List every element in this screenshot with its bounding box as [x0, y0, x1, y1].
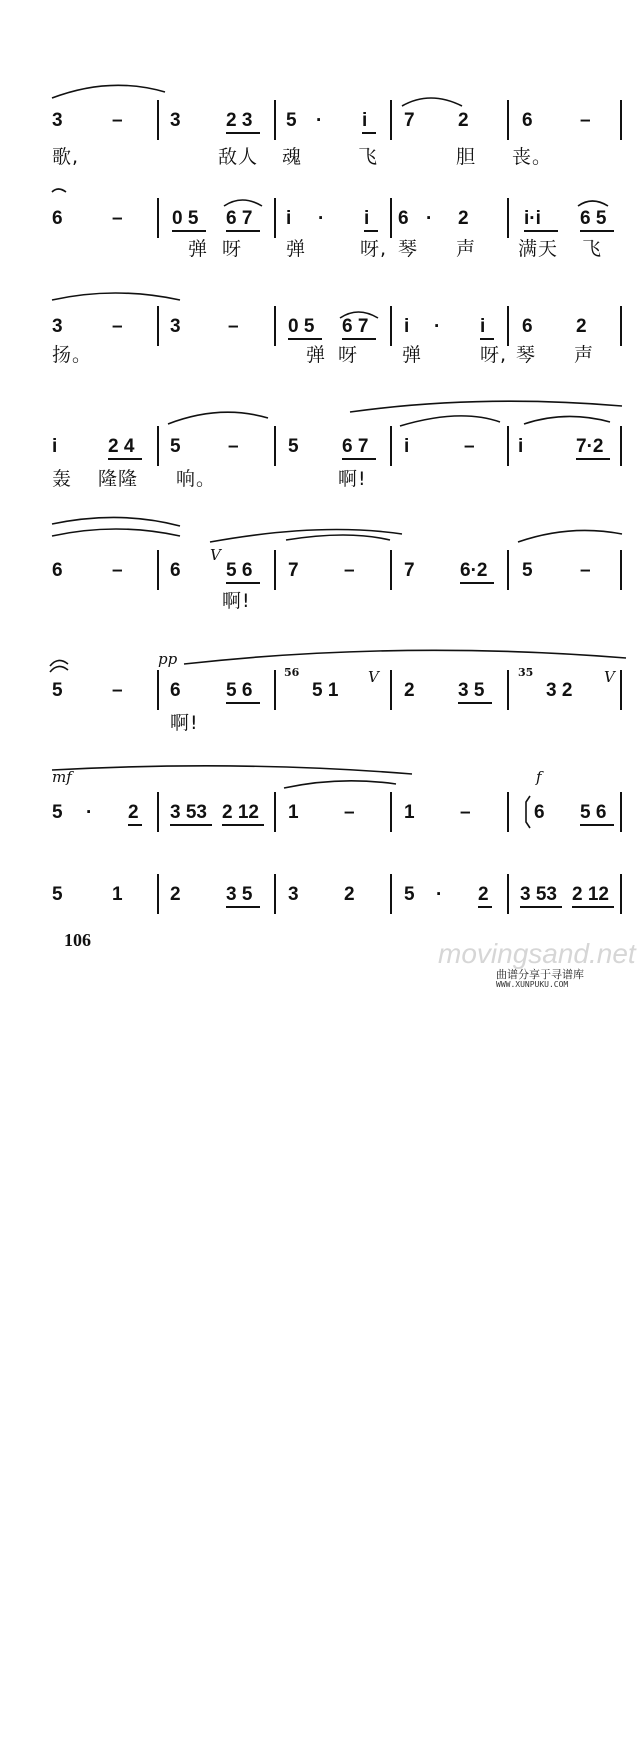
- dot: ·: [434, 316, 441, 337]
- dynamic-pp: pp: [158, 650, 178, 668]
- dash: –: [580, 110, 591, 131]
- dot: ·: [316, 110, 323, 131]
- barline: [390, 670, 392, 710]
- lyric: 敌人: [218, 146, 259, 168]
- grace-notes: 56: [284, 666, 300, 679]
- note: 5: [286, 110, 297, 131]
- lyric: 声: [456, 238, 477, 260]
- lyric: 弹: [286, 238, 307, 260]
- dot: ·: [436, 884, 443, 905]
- note-pair: 6 7: [342, 436, 369, 457]
- underline: [524, 230, 558, 232]
- barline: [507, 792, 509, 832]
- note: 6: [522, 316, 533, 337]
- lyric: 弹: [188, 238, 209, 260]
- underline: [364, 230, 378, 232]
- lyric: 声: [574, 344, 595, 366]
- dynamic-mf: mf: [52, 768, 72, 786]
- note-pair: 3 5: [458, 680, 485, 701]
- barline: [390, 306, 392, 346]
- underline: [222, 824, 264, 826]
- underline: [478, 906, 492, 908]
- note: 3: [170, 110, 181, 131]
- note: 5: [52, 680, 63, 701]
- barline: [157, 670, 159, 710]
- underline: [108, 458, 142, 460]
- note: 2: [478, 884, 489, 905]
- barline: [274, 874, 276, 914]
- note: 1: [112, 884, 123, 905]
- barline: [274, 198, 276, 238]
- note-pair: 5 6: [226, 680, 253, 701]
- underline: [170, 824, 212, 826]
- dash: –: [112, 208, 123, 229]
- lyric: 飞: [582, 238, 603, 260]
- dash: –: [112, 680, 123, 701]
- note-pair: 6 7: [226, 208, 253, 229]
- lyric: 轰: [52, 468, 73, 490]
- note-pair: 0 5: [288, 316, 315, 337]
- dash: –: [580, 560, 591, 581]
- barline: [390, 100, 392, 140]
- underline: [226, 230, 260, 232]
- barline: [507, 198, 509, 238]
- breath-mark: V: [210, 546, 221, 564]
- barline: [157, 550, 159, 590]
- note: 6: [522, 110, 533, 131]
- barline: [507, 670, 509, 710]
- page-number: 106: [64, 930, 91, 950]
- lyric: 隆隆: [98, 468, 139, 490]
- barline: [274, 100, 276, 140]
- note: 1: [404, 802, 415, 823]
- note: 2: [458, 208, 469, 229]
- underline: [226, 702, 260, 704]
- note-pair: 6 5: [580, 208, 607, 229]
- music-system-1: [0, 70, 640, 170]
- note: 6: [398, 208, 409, 229]
- note-group: 2 12: [572, 884, 609, 905]
- watermark-script: movingsand.net: [438, 938, 636, 969]
- lyric: 满天: [518, 238, 559, 260]
- note-pair: 5 6: [226, 560, 253, 581]
- barline: [620, 874, 622, 914]
- barline: [507, 100, 509, 140]
- note: 2: [344, 884, 355, 905]
- note: i: [52, 436, 58, 457]
- note-pair: 3 5: [226, 884, 253, 905]
- dash: –: [112, 560, 123, 581]
- note: 2: [404, 680, 415, 701]
- underline: [342, 338, 376, 340]
- dash: –: [344, 560, 355, 581]
- underline: [580, 230, 614, 232]
- note: i: [480, 316, 486, 337]
- note-pair: 0 5: [172, 208, 199, 229]
- note: 5: [170, 436, 181, 457]
- note-pair: 5 6: [580, 802, 607, 823]
- note: 3: [288, 884, 299, 905]
- underline: [362, 132, 376, 134]
- note: 2: [458, 110, 469, 131]
- barline: [390, 874, 392, 914]
- note: i: [518, 436, 524, 457]
- barline: [620, 306, 622, 346]
- note: 6: [52, 560, 63, 581]
- watermark-url: WWW.XUNPUKU.COM: [496, 980, 569, 989]
- dynamic-f: f: [536, 768, 542, 786]
- dash: –: [464, 436, 475, 457]
- dash: –: [112, 110, 123, 131]
- underline: [226, 906, 260, 908]
- dot: ·: [318, 208, 325, 229]
- note: i: [364, 208, 370, 229]
- barline: [157, 874, 159, 914]
- barline: [620, 550, 622, 590]
- dash: –: [460, 802, 471, 823]
- lyric: 飞: [358, 146, 379, 168]
- underline: [576, 458, 610, 460]
- note: 5: [522, 560, 533, 581]
- barline: [620, 792, 622, 832]
- barline: [390, 426, 392, 466]
- breath-mark: V: [604, 668, 615, 686]
- note: 5: [52, 802, 63, 823]
- note: 2: [128, 802, 139, 823]
- note-group: 3 53: [170, 802, 207, 823]
- note: i: [404, 316, 410, 337]
- dash: –: [228, 436, 239, 457]
- dot: ·: [426, 208, 433, 229]
- underline: [572, 906, 614, 908]
- note-group: 2 12: [222, 802, 259, 823]
- note-group: 3 53: [520, 884, 557, 905]
- note: i: [404, 436, 410, 457]
- lyric: 呀: [338, 344, 359, 366]
- dash: –: [228, 316, 239, 337]
- dash: –: [112, 316, 123, 337]
- lyric: 弹: [306, 344, 327, 366]
- barline: [157, 306, 159, 346]
- note: 6: [52, 208, 63, 229]
- lyric: 啊!: [338, 468, 367, 490]
- note-pair: 7·2: [576, 436, 604, 457]
- note-pair: 5 1: [312, 680, 339, 701]
- music-system-2: [0, 176, 640, 276]
- barline: [390, 550, 392, 590]
- dot: ·: [86, 802, 93, 823]
- barline: [507, 874, 509, 914]
- note-pair: i·i: [524, 208, 541, 229]
- lyric: 琴: [516, 344, 537, 366]
- underline: [172, 230, 206, 232]
- dash: –: [344, 802, 355, 823]
- barline: [274, 550, 276, 590]
- note: 5: [52, 884, 63, 905]
- note-pair: 3 2: [546, 680, 573, 701]
- barline: [157, 100, 159, 140]
- watermark-cn: 曲谱分享于寻谱库: [496, 968, 584, 981]
- barline: [390, 198, 392, 238]
- music-system-5: [0, 512, 640, 612]
- note: 7: [404, 110, 415, 131]
- underline: [480, 338, 494, 340]
- underline: [288, 338, 322, 340]
- note: 7: [288, 560, 299, 581]
- note: 6: [170, 560, 181, 581]
- underline: [226, 132, 260, 134]
- barline: [620, 426, 622, 466]
- lyric: 琴: [398, 238, 419, 260]
- music-system-8: [0, 852, 640, 952]
- barline: [274, 792, 276, 832]
- lyric: 呀,: [360, 238, 388, 260]
- barline: [157, 198, 159, 238]
- barline: [507, 426, 509, 466]
- underline: [128, 824, 142, 826]
- lyric: 胆: [456, 146, 477, 168]
- underline: [520, 906, 562, 908]
- underline: [342, 458, 376, 460]
- underline: [460, 582, 494, 584]
- note: 7: [404, 560, 415, 581]
- breath-mark: V: [368, 668, 379, 686]
- lyric: 呀: [222, 238, 243, 260]
- lyric: 歌,: [52, 146, 80, 168]
- note: 5: [404, 884, 415, 905]
- note: 6: [170, 680, 181, 701]
- lyric: 弹: [402, 344, 423, 366]
- music-system-4: [0, 398, 640, 498]
- lyric: 魂: [282, 146, 303, 168]
- barline: [274, 306, 276, 346]
- note: 1: [288, 802, 299, 823]
- barline: [390, 792, 392, 832]
- barline: [507, 550, 509, 590]
- note: 3: [52, 316, 63, 337]
- grace-notes: 35: [518, 666, 534, 679]
- lyric: 扬。: [52, 344, 93, 366]
- music-system-3: [0, 288, 640, 388]
- barline: [507, 306, 509, 346]
- barline: [620, 100, 622, 140]
- note: 2: [576, 316, 587, 337]
- note: 5: [288, 436, 299, 457]
- note: i: [286, 208, 292, 229]
- barline: [274, 670, 276, 710]
- music-system-7: [0, 762, 640, 862]
- note-pair: 6 7: [342, 316, 369, 337]
- lyric: 响。: [176, 468, 217, 490]
- note: 3: [52, 110, 63, 131]
- barline: [157, 792, 159, 832]
- note: i: [362, 110, 368, 131]
- note: 3: [170, 316, 181, 337]
- barline: [274, 426, 276, 466]
- note: 6: [534, 802, 545, 823]
- lyric: 啊!: [222, 590, 251, 612]
- note-pair: 2 3: [226, 110, 253, 131]
- music-system-6: [0, 640, 640, 740]
- underline: [226, 582, 260, 584]
- underline: [580, 824, 614, 826]
- barline: [620, 670, 622, 710]
- lyric: 呀,: [480, 344, 508, 366]
- note-pair: 6·2: [460, 560, 488, 581]
- lyric: 啊!: [170, 712, 199, 734]
- lyric: 丧。: [512, 146, 553, 168]
- underline: [458, 702, 492, 704]
- barline: [157, 426, 159, 466]
- note: 2: [170, 884, 181, 905]
- note-pair: 2 4: [108, 436, 135, 457]
